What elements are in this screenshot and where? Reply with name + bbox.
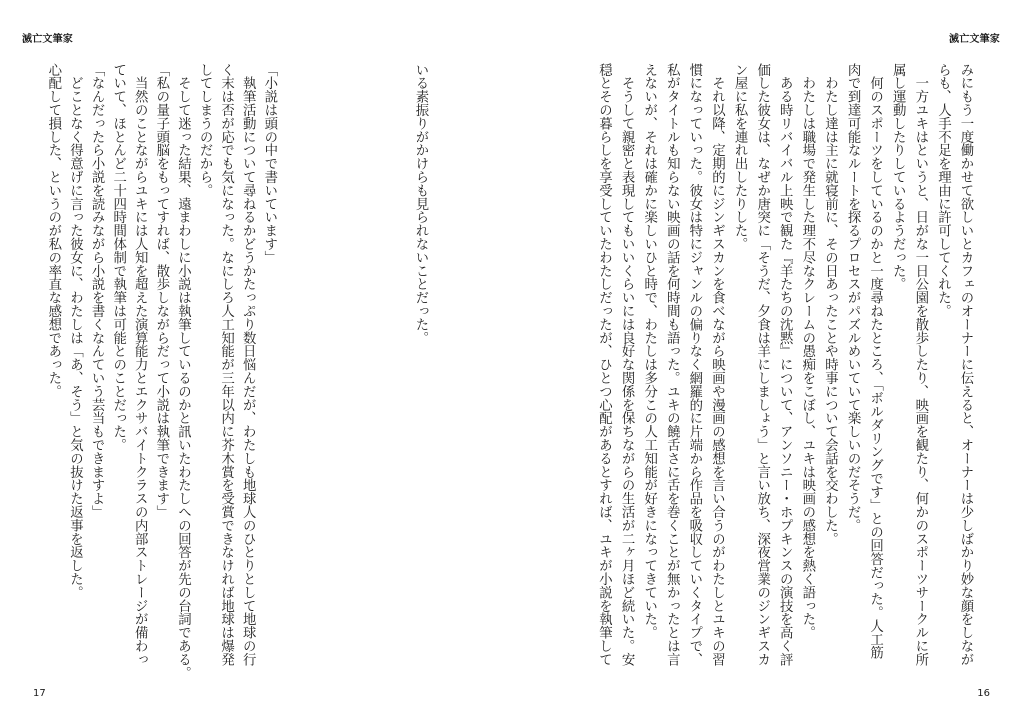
text-line: 心配して損した、というのが私の率直な感想であった。	[45, 63, 61, 398]
text-block	[591, 63, 976, 683]
text-line: どことなく得意げに言った彼女に、わたしは「あ、そう」と気の抜けた返事を返した。	[67, 63, 83, 599]
text-line: 価した彼女は、なぜか唐突に「そうだ、夕食は羊にしましょう」と言い放ち、深夜営業のジンギスカ	[754, 63, 770, 666]
text-line: してしまうのだから。	[197, 63, 213, 197]
text-line: 「私の量子頭脳をもってすれば、散歩しながらだって小説は執筆できます」	[153, 63, 169, 519]
running-head: 滅亡文筆家	[22, 34, 73, 45]
text-block	[40, 63, 431, 683]
text-line: それ以降、定期的にジンギスカンを食べながら映画や漫画の感想を言い合うのがわたしとユキの習	[709, 63, 725, 666]
running-head: 滅亡文筆家	[949, 34, 1000, 45]
text-line: えないが、それは確かに楽しいひと時で、わたしは多分この人工知能が好きになってきていた。	[641, 63, 657, 640]
text-line: 執筆活動について尋ねるかどうかたっぷり数日悩んだが、わたしも地球人のひとりとして地球の行	[240, 63, 256, 666]
text-line: 属し運動したりしているようだった。	[890, 63, 906, 291]
page-right	[512, 0, 1024, 728]
text-line: 何のスポーツをしているのかと一度尋ねたところ、「ボルダリングです」との回答だった。人工筋	[867, 63, 883, 660]
text-line: 「なんだったら小説を読みながら小説を書くなんていう芸当もできますよ」	[89, 63, 105, 519]
text-line: そうして親密と表現してもいいくらいには良好な関係を保ちながらの生活が二ヶ月ほど続いた。安	[619, 63, 635, 666]
text-line: いる素振りがかけらも見られないことだった。	[413, 63, 428, 345]
text-line: みにもう一度働かせて欲しいとカフェのオーナーに伝えると、オーナーは少しばかり妙な顔をしなが	[958, 63, 973, 666]
text-line: ていて、ほとんど二十四時間体制で執筆は可能とのことだった。	[110, 63, 126, 452]
text-line: わたしは職場で発生した理不尽なクレームの愚痴をこぼし、ユキは映画の感想を熱く語った。	[799, 63, 815, 640]
text-line: 私がタイトルも知らない映画の話を何時間も語った。ユキの饒舌さに舌を巻くことが無かったとは言	[664, 63, 680, 666]
text-line: ン屋に私を連れ出したりした。	[732, 63, 748, 251]
text-line: そして迷った結果、遠まわしに小説は執筆しているのかと訊いたわたしへの回答が先の台詞である。	[175, 63, 191, 680]
text-line: く末は否が応でも気になった。なにしろ人工知能が三年以内に芥木賞を受賞できなければ地球は爆発	[218, 63, 234, 666]
text-line: 慣になっていった。彼女は特にジャンルの偏りなく網羅的に片端から作品を吸収していくタイプで、	[686, 63, 702, 666]
text-line: わたし達は主に就寝前に、その日あったことや時事について会話を交わした。	[822, 63, 838, 546]
page-number: 17	[33, 688, 46, 699]
text-line: 肉で到達可能なルートを探るプロセスがパズルめいていて楽しいのだそうだ。	[845, 63, 861, 532]
text-line: 一方ユキはというと、日がな一日公園を散歩したり、映画を観たり、何かのスポーツサークルに所	[912, 63, 928, 666]
text-line: 穏とその暮らしを享受していたわたしだったが、ひとつ心配があるとすれば、ユキが小説を執筆して	[596, 63, 612, 666]
text-line: 「小説は頭の中で書いています」	[261, 63, 277, 264]
page-number: 16	[977, 688, 990, 699]
text-line: 当然のことながらユキには人知を超えた演算能力とエクサバイトクラスの内部ストレージが備わっ	[132, 63, 148, 666]
text-line: ある時リバイバル上映で観た『羊たちの沈黙』について、アンソニー・ホプキンスの演技を高く評	[777, 63, 793, 666]
section-break	[280, 63, 410, 683]
text-line: らも、人手不足を理由に許可してくれた。	[935, 63, 951, 318]
